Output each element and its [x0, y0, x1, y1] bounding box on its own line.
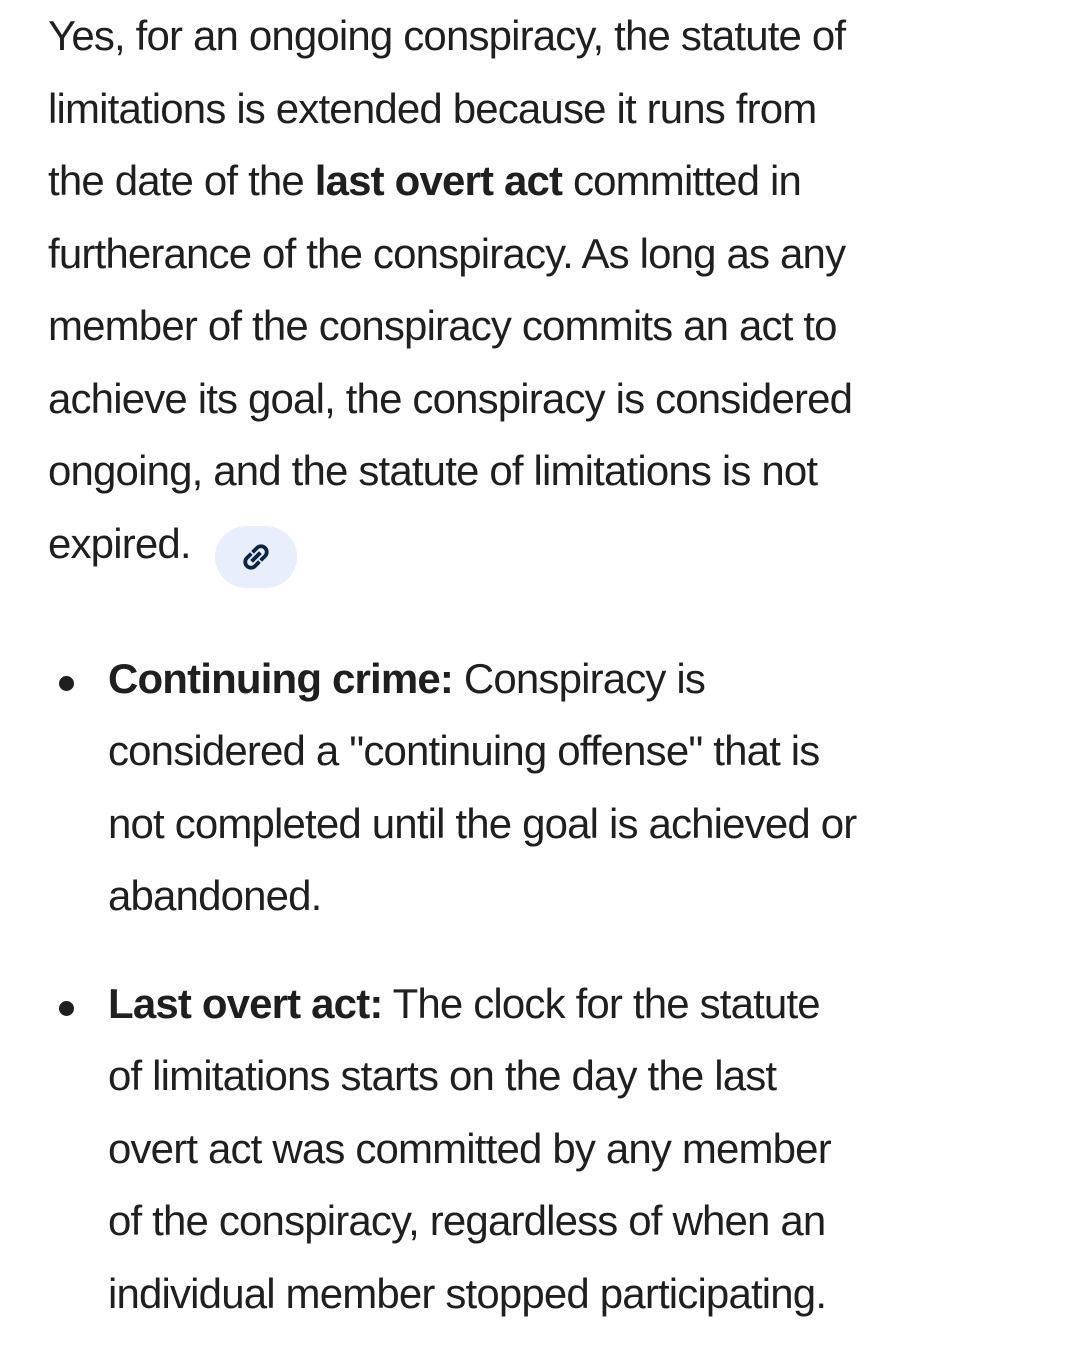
link-icon: [239, 540, 273, 574]
bullet-list: [48, 643, 1036, 1331]
paragraph-text: the date of the: [48, 157, 315, 204]
bullet-dot-icon: [59, 1001, 74, 1016]
bullet-dot-icon: [59, 676, 74, 691]
paragraph-line: [48, 508, 1036, 588]
paragraph-text: expired.: [48, 519, 191, 567]
bullet-line: of limitations starts on the day the last: [108, 1052, 777, 1099]
bullet-text: Conspiracy is: [453, 654, 706, 702]
paragraph-text: committed in: [562, 157, 801, 204]
bullet-line: [108, 968, 1036, 1041]
answer-paragraph: [48, 0, 1036, 588]
bullet-line: abandoned.: [108, 872, 322, 919]
bullet-term: Continuing crime:: [108, 654, 454, 702]
bullet-term: Last overt act:: [108, 979, 383, 1027]
list-item: [48, 968, 1036, 1331]
paragraph-line: member of the conspiracy commits an act to: [48, 302, 837, 349]
bullet-line: considered a "continuing offense" that is: [108, 727, 820, 774]
paragraph-line: Yes, for an ongoing conspiracy, the statute of: [48, 12, 846, 59]
bullet-line: [108, 643, 1036, 716]
source-link-chip[interactable]: [215, 526, 297, 588]
bullet-line: of the conspiracy, regardless of when an: [108, 1197, 826, 1244]
paragraph-line: ongoing, and the statute of limitations is not: [48, 447, 818, 494]
bullet-line: not completed until the goal is achieved or: [108, 799, 857, 847]
bullet-line: individual member stopped participating.: [108, 1269, 827, 1317]
bullet-text: The clock for the statute: [382, 979, 820, 1027]
bold-phrase: last overt act: [314, 157, 563, 204]
paragraph-line: achieve its goal, the conspiracy is considered: [48, 374, 853, 422]
paragraph-line: [48, 145, 1036, 218]
paragraph-line: furtherance of the conspiracy. As long as any: [48, 229, 846, 277]
bullet-line: overt act was committed by any member: [108, 1124, 831, 1172]
list-item: [48, 643, 1036, 933]
paragraph-line: limitations is extended because it runs from: [48, 84, 817, 132]
